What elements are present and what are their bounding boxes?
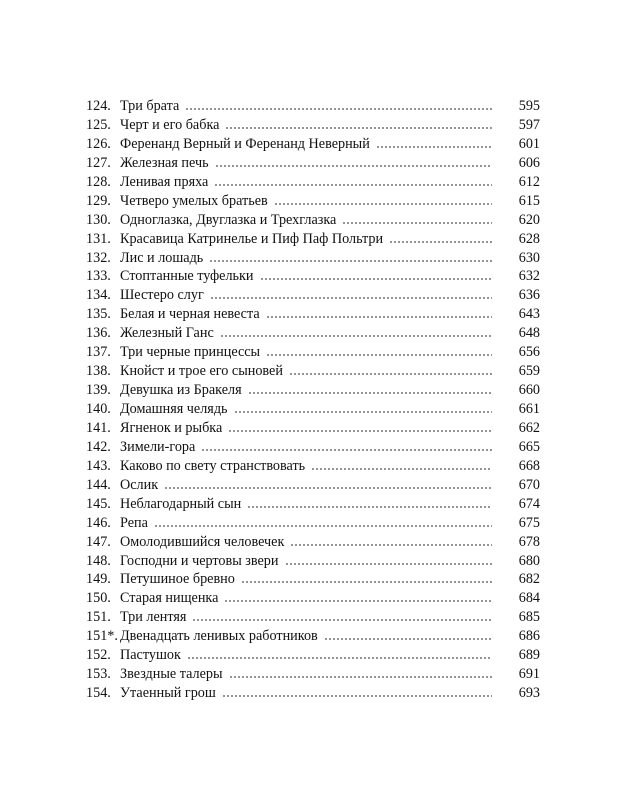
- entry-title: Железный Ганс: [120, 325, 214, 342]
- dot-leader: [247, 506, 492, 508]
- dot-leader: [274, 203, 492, 205]
- entry-number: 148.: [86, 552, 111, 569]
- entry-page-number: 665: [518, 438, 540, 455]
- table-of-contents: [86, 97, 540, 703]
- toc-entry: [86, 230, 540, 249]
- entry-title: Ференанд Верный и Ференанд Неверный: [120, 135, 370, 152]
- dot-leader: [192, 619, 492, 621]
- entry-title: Ослик: [120, 476, 159, 493]
- entry-title: Кнойст и трое его сыновей: [120, 363, 283, 380]
- entry-title: Ягненок и рыбка: [120, 419, 223, 436]
- entry-number: 144.: [86, 476, 111, 493]
- entry-title: Красавица Катринелье и Пиф Паф Польтри: [120, 230, 384, 247]
- toc-entry: [86, 211, 540, 230]
- entry-page-number: 606: [518, 154, 540, 171]
- entry-page-number: 686: [518, 628, 540, 645]
- entry-page-number: 691: [518, 666, 540, 683]
- entry-title: Три брата: [120, 98, 180, 114]
- entry-leader: [120, 211, 492, 230]
- toc-entry: [86, 116, 540, 135]
- dot-leader: [210, 297, 492, 299]
- entry-title: Омолодившийся человечек: [120, 533, 285, 550]
- entry-page-number: 636: [518, 287, 540, 304]
- dot-leader: [248, 392, 492, 394]
- entry-page-number: 643: [518, 306, 540, 323]
- entry-number: 149.: [86, 571, 111, 588]
- entry-number: 154.: [86, 685, 111, 702]
- entry-page-number: 595: [518, 98, 540, 114]
- entry-number: 139.: [86, 382, 111, 399]
- dot-leader: [224, 600, 492, 602]
- entry-number: 132.: [86, 249, 111, 266]
- entry-page-number: 678: [518, 533, 540, 550]
- dot-leader: [234, 411, 492, 413]
- entry-leader: [120, 230, 492, 249]
- entry-title: Лис и лошадь: [120, 249, 204, 266]
- entry-title: Зимели-гора: [120, 438, 196, 455]
- toc-entry: [86, 533, 540, 552]
- toc-entry: [86, 419, 540, 438]
- entry-leader: [120, 570, 492, 589]
- toc-entry: [86, 608, 540, 627]
- entry-number: 130.: [86, 211, 111, 228]
- entry-page-number: 628: [518, 230, 540, 247]
- dot-leader: [209, 260, 492, 262]
- toc-entry: [86, 154, 540, 173]
- entry-title: Звездные талеры: [120, 666, 223, 683]
- dot-leader: [389, 241, 492, 243]
- entry-leader: [120, 438, 492, 457]
- entry-page-number: 597: [518, 116, 540, 133]
- entry-page-number: 662: [518, 419, 540, 436]
- entry-leader: [120, 173, 492, 192]
- entry-page-number: 612: [518, 173, 540, 190]
- dot-leader: [225, 127, 492, 129]
- entry-page-number: 675: [518, 514, 540, 531]
- entry-leader: [120, 154, 492, 173]
- entry-number: 137.: [86, 344, 111, 361]
- entry-leader: [120, 665, 492, 684]
- dot-leader: [154, 525, 492, 527]
- toc-entry: [86, 665, 540, 684]
- entry-leader: [120, 533, 492, 552]
- toc-entry: [86, 286, 540, 305]
- entry-number: 140.: [86, 401, 111, 417]
- entry-number: 131.: [86, 230, 111, 247]
- entry-leader: [120, 324, 492, 343]
- entry-title: Утаенный грош: [120, 685, 216, 702]
- entry-title: Шестеро слуг: [120, 287, 204, 304]
- entry-page-number: 630: [518, 249, 540, 266]
- entry-title: Четверо умелых братьев: [120, 192, 268, 209]
- dot-leader: [187, 657, 492, 659]
- entry-title: Каково по свету странствовать: [120, 457, 306, 474]
- entry-title: Черт и его бабка: [120, 116, 220, 133]
- dot-leader: [376, 146, 492, 148]
- entry-number: 135.: [86, 306, 111, 323]
- dot-leader: [220, 335, 492, 337]
- entry-leader: [120, 552, 492, 571]
- entry-page-number: 670: [518, 476, 540, 493]
- entry-leader: [120, 305, 492, 324]
- toc-entry: [86, 135, 540, 154]
- entry-number: 125.: [86, 116, 111, 133]
- entry-number: 143.: [86, 457, 111, 474]
- entry-page-number: 674: [518, 495, 540, 512]
- entry-title: Железная печь: [120, 154, 209, 171]
- entry-page-number: 659: [518, 363, 540, 380]
- entry-page-number: 615: [518, 192, 540, 209]
- toc-entry: [86, 457, 540, 476]
- entry-leader: [120, 684, 492, 703]
- entry-number: 128.: [86, 173, 111, 190]
- entry-page-number: 684: [518, 590, 540, 607]
- entry-title: Стоптанные туфельки: [120, 268, 254, 285]
- dot-leader: [164, 487, 492, 489]
- entry-number: 124.: [86, 98, 111, 114]
- entry-title: Девушка из Бракеля: [120, 382, 242, 399]
- entry-leader: [120, 514, 492, 533]
- entry-title: Петушиное бревно: [120, 571, 235, 588]
- entry-leader: [120, 343, 492, 362]
- entry-title: Три черные принцессы: [120, 344, 261, 361]
- dot-leader: [222, 695, 492, 697]
- toc-entry: [86, 589, 540, 608]
- entry-leader: [120, 608, 492, 627]
- entry-leader: [120, 457, 492, 476]
- entry-number: 138.: [86, 363, 111, 380]
- entry-number: 134.: [86, 287, 111, 304]
- toc-entry: [86, 305, 540, 324]
- entry-number: 146.: [86, 514, 111, 531]
- entry-number: 151*.: [86, 628, 118, 645]
- entry-title: Старая нищенка: [120, 590, 219, 607]
- toc-entry: [86, 476, 540, 495]
- entry-page-number: 680: [518, 552, 540, 569]
- entry-number: 126.: [86, 135, 111, 152]
- entry-leader: [120, 362, 492, 381]
- dot-leader: [324, 638, 492, 640]
- entry-page-number: 620: [518, 211, 540, 228]
- entry-title: Пастушок: [120, 647, 181, 664]
- dot-leader: [215, 165, 492, 167]
- entry-number: 151.: [86, 609, 111, 626]
- entry-page-number: 689: [518, 647, 540, 664]
- entry-title: Двенадцать ленивых работников: [120, 628, 318, 645]
- entry-title: Ленивая пряха: [120, 173, 209, 190]
- entry-number: 136.: [86, 325, 111, 342]
- toc-entry: [86, 570, 540, 589]
- entry-title: Репа: [120, 514, 148, 531]
- dot-leader: [201, 449, 492, 451]
- dot-leader: [311, 468, 492, 470]
- entry-page-number: 601: [518, 135, 540, 152]
- entry-title: Белая и черная невеста: [120, 306, 260, 323]
- entry-leader: [120, 419, 492, 438]
- toc-entry: [86, 684, 540, 703]
- entry-number: 145.: [86, 495, 111, 512]
- dot-leader: [266, 316, 492, 318]
- entry-number: 142.: [86, 438, 111, 455]
- entry-number: 147.: [86, 533, 111, 550]
- entry-leader: [120, 646, 492, 665]
- entry-title: Домашняя челядь: [120, 401, 228, 417]
- entry-leader: [120, 192, 492, 211]
- toc-entry: [86, 173, 540, 192]
- entry-page-number: 648: [518, 325, 540, 342]
- entry-leader: [120, 627, 492, 646]
- entry-page-number: 668: [518, 457, 540, 474]
- entry-number: 127.: [86, 154, 111, 171]
- entry-leader: [120, 400, 492, 419]
- toc-entry: [86, 552, 540, 571]
- dot-leader: [214, 184, 492, 186]
- toc-entry: [86, 495, 540, 514]
- dot-leader: [285, 563, 493, 565]
- dot-leader: [241, 581, 492, 583]
- toc-entry: [86, 343, 540, 362]
- entry-leader: [120, 97, 492, 116]
- entry-title: Одноглазка, Двуглазка и Трехглазка: [120, 211, 337, 228]
- toc-entry: [86, 646, 540, 665]
- entry-page-number: 682: [518, 571, 540, 588]
- entry-page-number: 656: [518, 344, 540, 361]
- entry-leader: [120, 589, 492, 608]
- entry-number: 153.: [86, 666, 111, 683]
- entry-number: 150.: [86, 590, 111, 607]
- toc-entry: [86, 192, 540, 211]
- entry-number: 133.: [86, 268, 111, 285]
- entry-page-number: 632: [518, 268, 540, 285]
- entry-number: 129.: [86, 192, 111, 209]
- dot-leader: [260, 278, 493, 280]
- toc-entry: [86, 249, 540, 268]
- toc-entry: [86, 438, 540, 457]
- entry-leader: [120, 476, 492, 495]
- dot-leader: [185, 108, 492, 110]
- dot-leader: [290, 544, 492, 546]
- toc-entry: [86, 267, 540, 286]
- entry-title: Неблагодарный сын: [120, 495, 242, 512]
- toc-entry: [86, 400, 540, 419]
- entry-leader: [120, 116, 492, 135]
- entry-leader: [120, 249, 492, 268]
- entry-leader: [120, 135, 492, 154]
- toc-entry: [86, 324, 540, 343]
- entry-page-number: 693: [518, 685, 540, 702]
- entry-number: 141.: [86, 419, 111, 436]
- dot-leader: [266, 354, 492, 356]
- toc-entry: [86, 627, 540, 646]
- entry-number: 152.: [86, 647, 111, 664]
- entry-page-number: 661: [518, 401, 540, 417]
- toc-entry: [86, 381, 540, 400]
- entry-leader: [120, 286, 492, 305]
- dot-leader: [228, 430, 492, 432]
- dot-leader: [289, 373, 492, 375]
- entry-leader: [120, 495, 492, 514]
- entry-page-number: 660: [518, 382, 540, 399]
- entry-page-number: 685: [518, 609, 540, 626]
- dot-leader: [342, 222, 492, 224]
- toc-entry: [86, 362, 540, 381]
- toc-entry: [86, 514, 540, 533]
- toc-entry: [86, 97, 540, 116]
- entry-leader: [120, 381, 492, 400]
- entry-title: Господни и чертовы звери: [120, 552, 279, 569]
- entry-leader: [120, 267, 492, 286]
- dot-leader: [229, 676, 492, 678]
- entry-title: Три лентяя: [120, 609, 187, 626]
